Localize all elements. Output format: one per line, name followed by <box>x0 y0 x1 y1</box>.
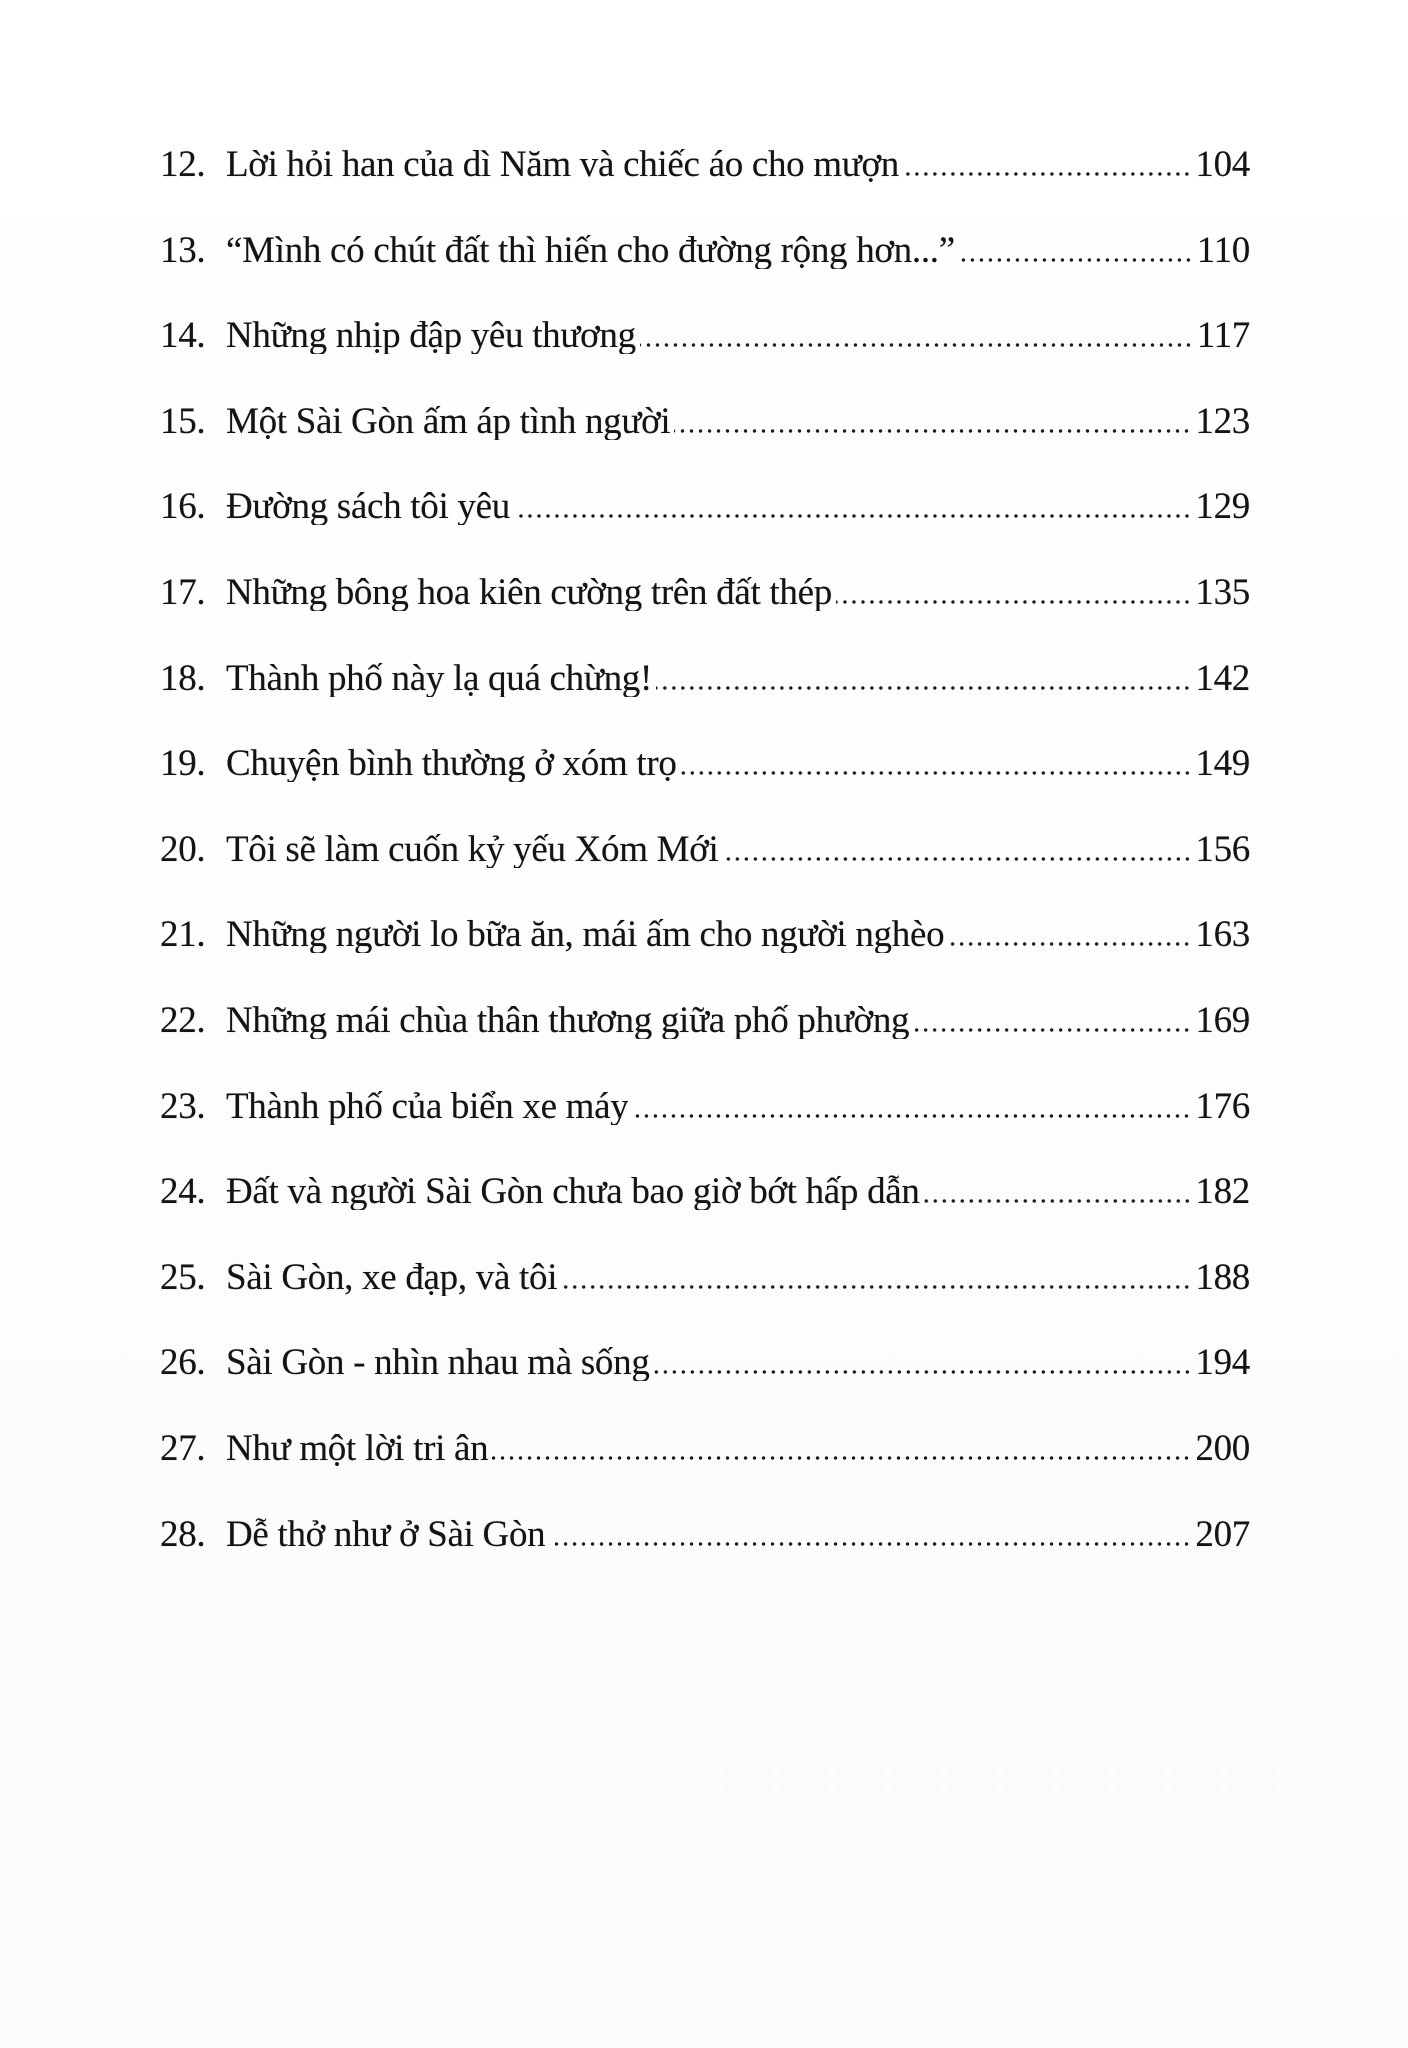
page-number: 117 <box>1196 315 1250 357</box>
chapter-number: 25. <box>160 1256 206 1298</box>
page-number: 135 <box>1195 571 1250 613</box>
chapter-title: Tôi sẽ làm cuốn kỷ yếu Xóm Mới <box>226 830 719 868</box>
page-number: 149 <box>1195 743 1250 785</box>
page-number: 194 <box>1195 1342 1250 1384</box>
toc-entry <box>160 999 1250 1088</box>
page-number: 156 <box>1195 828 1250 870</box>
page-number: 163 <box>1195 914 1250 956</box>
chapter-title: Như một lời tri ân <box>226 1429 489 1467</box>
page-number: 207 <box>1195 1513 1250 1555</box>
chapter-title: Những nhịp đập yêu thương <box>226 317 636 355</box>
toc-entry <box>160 146 1250 232</box>
chapter-number: 14. <box>160 315 206 357</box>
toc-entry <box>160 571 1250 660</box>
page-number: 110 <box>1196 229 1250 271</box>
page-number: 104 <box>1195 144 1250 185</box>
chapter-number: 19. <box>160 743 206 785</box>
dot-leader <box>948 941 1191 947</box>
chapter-title: Sài Gòn - nhìn nhau mà sống <box>226 1344 650 1382</box>
dot-leader <box>913 1027 1191 1033</box>
toc-entry <box>160 400 1250 489</box>
chapter-title: Đất và người Sài Gòn chưa bao giờ bớt hấp dẫn <box>226 1173 920 1211</box>
dot-leader <box>514 513 1191 519</box>
dot-leader <box>674 428 1191 434</box>
chapter-number: 23. <box>160 1085 206 1127</box>
page-number: 142 <box>1195 657 1250 699</box>
page-number: 123 <box>1195 400 1250 442</box>
chapter-title: Lời hỏi han của dì Năm và chiếc áo cho mượn <box>226 146 900 183</box>
dot-leader <box>561 1284 1191 1290</box>
chapter-title: Một Sài Gòn ấm áp tình người <box>226 402 671 440</box>
dot-leader <box>656 685 1191 691</box>
dot-leader <box>723 856 1192 862</box>
chapter-title: Những bông hoa kiên cường trên đất thép <box>226 573 832 611</box>
table-of-contents <box>160 146 1250 1601</box>
toc-entry <box>160 1173 1250 1259</box>
toc-entry <box>160 1256 1250 1345</box>
chapter-title: Đường sách tôi yêu <box>226 488 510 526</box>
dot-leader <box>836 599 1191 605</box>
chapter-title: Chuyện bình thường ở xóm trọ <box>226 745 677 783</box>
chapter-number: 27. <box>160 1427 206 1469</box>
toc-entry <box>160 488 1250 574</box>
chapter-title: Dễ thở như ở Sài Gòn <box>226 1515 546 1553</box>
toc-entry <box>160 657 1250 746</box>
chapter-number: 28. <box>160 1513 206 1555</box>
toc-entry <box>160 916 1250 1002</box>
page-number: 182 <box>1195 1171 1250 1213</box>
toc-entry <box>160 1344 1250 1430</box>
dot-leader <box>492 1455 1191 1461</box>
dot-leader <box>654 1369 1192 1375</box>
page-number: 188 <box>1195 1256 1250 1298</box>
chapter-title: Sài Gòn, xe đạp, và tôi <box>226 1258 558 1296</box>
chapter-number: 18. <box>160 657 206 699</box>
chapter-number: 15. <box>160 400 206 442</box>
dot-leader <box>959 257 1193 263</box>
dot-leader <box>640 342 1193 348</box>
toc-entry <box>160 229 1250 318</box>
chapter-number: 16. <box>160 486 206 528</box>
chapter-number: 17. <box>160 571 206 613</box>
chapter-title: Những người lo bữa ăn, mái ấm cho người nghèo <box>226 916 945 954</box>
page-number: 176 <box>1195 1085 1250 1127</box>
toc-entry <box>160 745 1250 831</box>
toc-entry <box>160 1427 1250 1516</box>
chapter-number: 21. <box>160 914 206 956</box>
toc-entry <box>160 828 1250 917</box>
chapter-number: 13. <box>160 229 206 271</box>
chapter-title: Những mái chùa thân thương giữa phố phường <box>226 1001 910 1039</box>
dot-leader <box>549 1541 1191 1547</box>
chapter-title: Thành phố của biển xe máy <box>226 1087 629 1125</box>
chapter-number: 26. <box>160 1342 206 1384</box>
dot-leader <box>903 171 1191 177</box>
chapter-number: 12. <box>160 144 206 185</box>
chapter-number: 20. <box>160 828 206 870</box>
chapter-number: 24. <box>160 1171 206 1213</box>
dot-leader <box>681 770 1192 776</box>
chapter-title: Thành phố này lạ quá chừng! <box>226 659 653 697</box>
dot-leader <box>632 1113 1191 1119</box>
page-number: 200 <box>1195 1427 1250 1469</box>
toc-entry <box>160 1085 1250 1174</box>
chapter-number: 22. <box>160 999 206 1041</box>
page-number: 129 <box>1195 486 1250 528</box>
toc-entry <box>160 317 1250 403</box>
toc-entry <box>160 1513 1250 1602</box>
chapter-title: “Mình có chút đất thì hiến cho đường rộng hơn...” <box>226 231 955 269</box>
show-through-texture <box>720 1650 1280 1790</box>
page-number: 169 <box>1195 999 1250 1041</box>
dot-leader <box>924 1198 1192 1204</box>
